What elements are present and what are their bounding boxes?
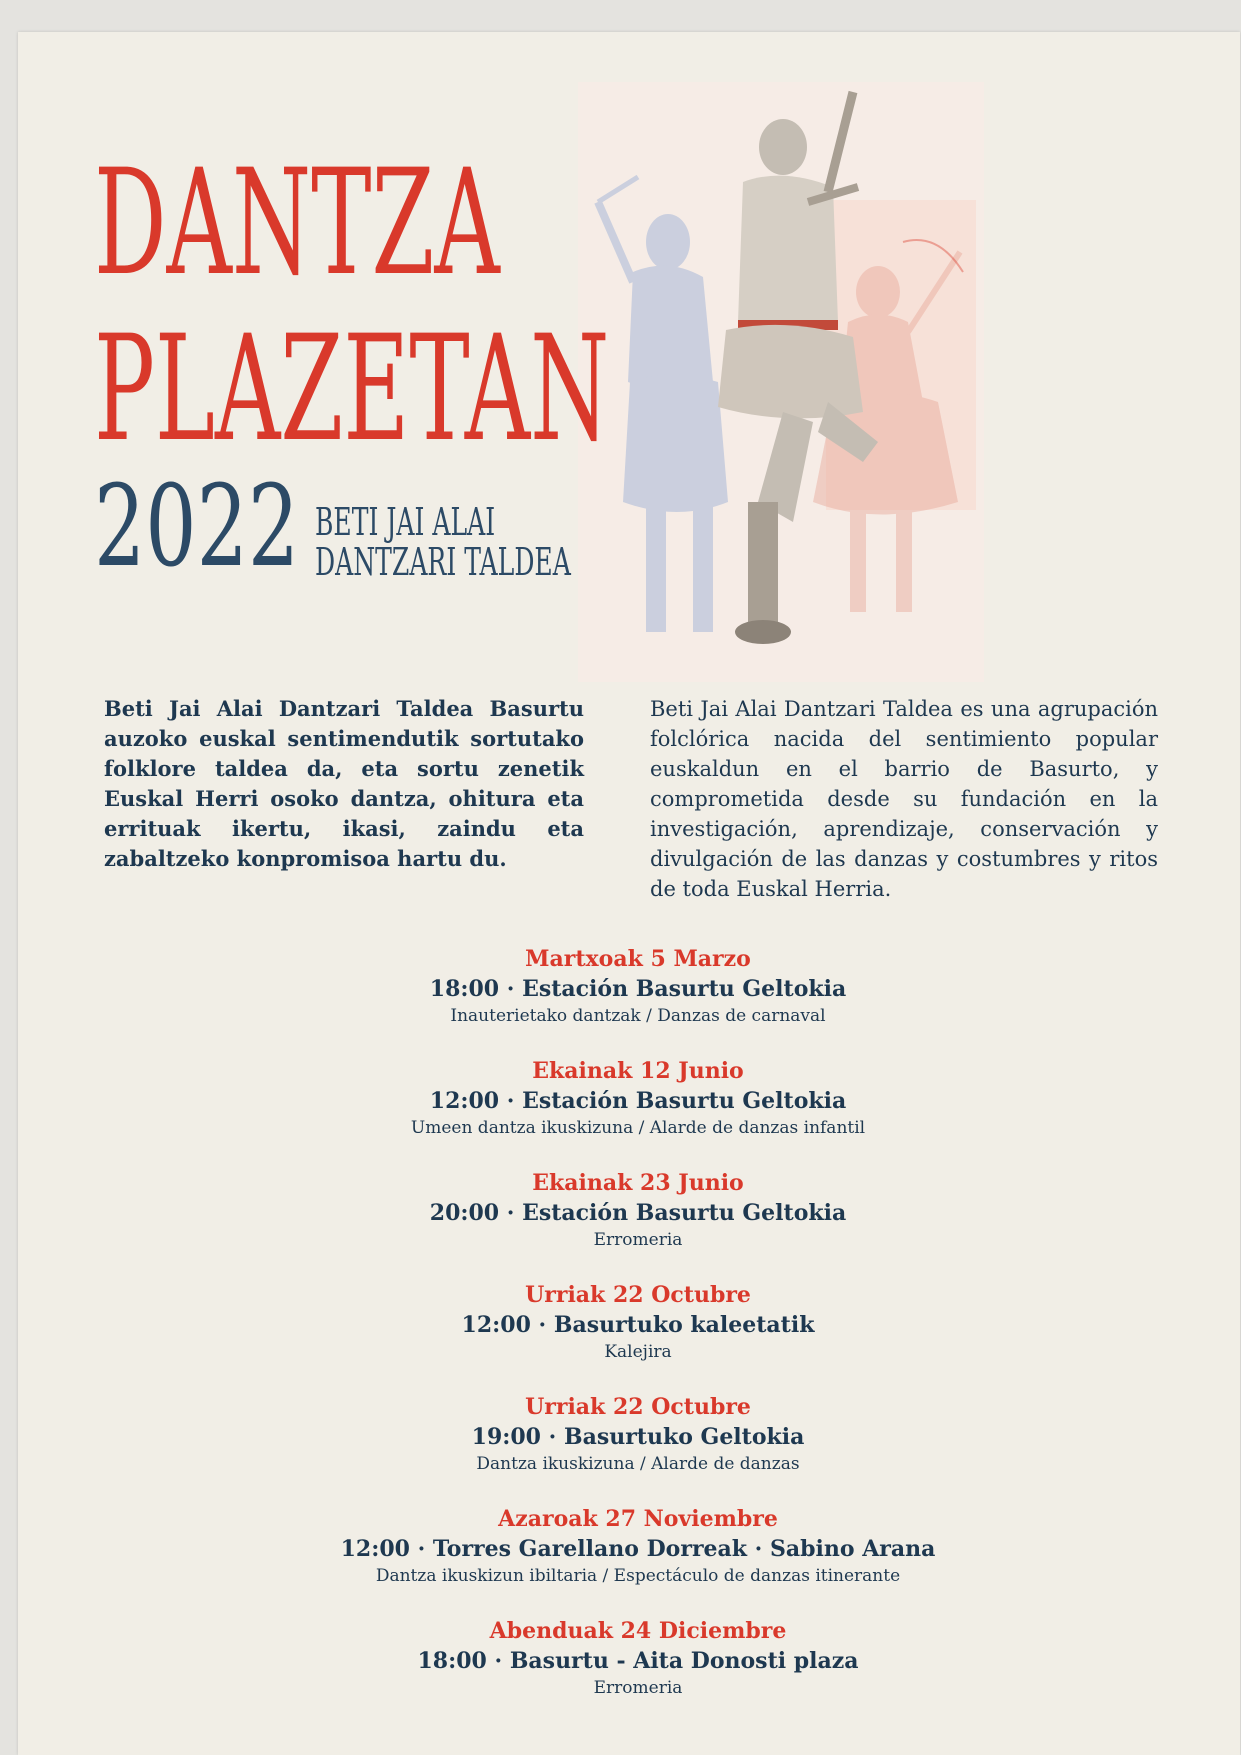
group-name-line1: BETI JAI ALAI	[315, 500, 496, 544]
poster-year: 2022	[94, 462, 300, 592]
event-date: Urriak 22 Octubre	[525, 1394, 751, 1420]
event-time-place: 12:00 · Basurtuko kaleetatik	[461, 1312, 815, 1338]
poster-title-line1: DANTZA	[94, 138, 500, 308]
event-time-place: 19:00 · Basurtuko Geltokia	[471, 1424, 805, 1450]
event-item	[218, 1616, 1058, 1728]
event-item	[218, 1392, 1058, 1504]
event-time-place: 20:00 · Estación Basurtu Geltokia	[429, 1200, 847, 1226]
event-date: Azaroak 27 Noviembre	[498, 1506, 778, 1532]
event-item	[218, 1056, 1058, 1168]
event-time-place: 12:00 · Torres Garellano Dorreak · Sabino Arana	[340, 1536, 936, 1562]
event-time-place: 18:00 · Estación Basurtu Geltokia	[429, 976, 847, 1002]
event-description: Kalejira	[604, 1342, 672, 1362]
intro-spanish: Beti Jai Alai Dantzari Taldea es una agrupación folclórica nacida del sentimiento popular euskaldun en el barrio de Basurto, y comprometida desde su fundación en la investigación, aprendizaje, conservación y divulgación de las danzas y costumbres y ritos de toda Euskal Herria.	[650, 697, 1158, 901]
event-date: Ekainak 12 Junio	[532, 1058, 744, 1084]
event-item	[218, 1168, 1058, 1280]
event-time-place: 12:00 · Estación Basurtu Geltokia	[429, 1088, 847, 1114]
group-name-line2: DANTZARI TALDEA	[315, 540, 571, 584]
intro-basque: Beti Jai Alai Dantzari Taldea Basurtu auzoko euskal sentimendutik sortutako folklore taldea da, eta sortu zenetik Euskal Herri osoko dantza, ohitura eta errituak ikertu, ikasi, zaindu eta zabaltzeko konpromisoa hartu du.	[104, 696, 584, 871]
event-description: Dantza ikuskizuna / Alarde de danzas	[476, 1454, 800, 1474]
group-name	[315, 502, 571, 582]
dancers-icon	[578, 82, 984, 682]
event-item	[218, 944, 1058, 1056]
event-description: Erromeria	[593, 1230, 683, 1250]
event-date: Abenduak 24 Diciembre	[489, 1618, 787, 1644]
event-description: Inauterietako dantzak / Danzas de carnaval	[450, 1006, 826, 1026]
poster-title-line2: PLAZETAN	[94, 304, 610, 474]
poster-sheet	[18, 32, 1240, 1755]
events-list	[218, 944, 1058, 1728]
event-time-place: 18:00 · Basurtu - Aita Donosti plaza	[417, 1648, 859, 1674]
event-description: Umeen dantza ikuskizuna / Alarde de danzas infantil	[410, 1118, 866, 1138]
event-item	[218, 1280, 1058, 1392]
event-date: Ekainak 23 Junio	[532, 1170, 744, 1196]
event-date: Urriak 22 Octubre	[525, 1282, 751, 1308]
event-item	[218, 1504, 1058, 1616]
event-description: Dantza ikuskizun ibiltaria / Espectáculo de danzas itinerante	[375, 1566, 901, 1586]
event-description: Erromeria	[593, 1678, 683, 1698]
event-date: Martxoak 5 Marzo	[525, 946, 751, 972]
